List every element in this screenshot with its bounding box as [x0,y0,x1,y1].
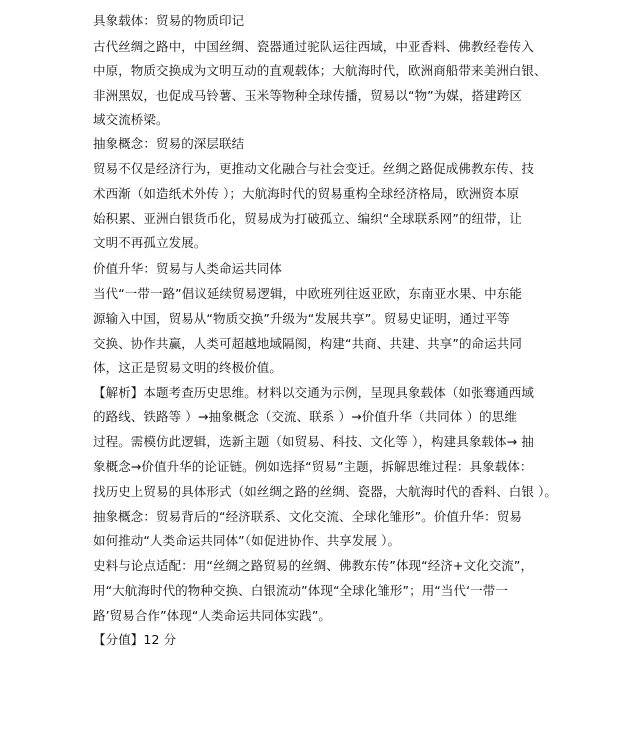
analysis-line: 象概念→价值升华的论证链。例如选择“贸易”主题，拆解思维过程：具象载体： [93,459,533,474]
paragraph-line: 域交流桥梁。 [93,112,169,127]
paragraph-line: 非洲黑奴，也促成马铃薯、玉米等物种全球传播，贸易以“物”为媒，搭建跨区 [93,88,522,103]
paragraph-line: 术西渐（如造纸术外传 ）；大航海时代的贸易重构全球经济格局，欧洲资本原 [93,186,520,201]
paragraph-line: 当代“一带一路”倡议延续贸易逻辑，中欧班列往返亚欧，东南亚水果、中东能 [93,286,522,301]
paragraph-line: 始积累、亚洲白银货币化，贸易成为打破孤立、编织“全球联系网”的纽带，让 [93,211,522,226]
paragraph-line: 交换、协作共赢，人类可超越地域隔阂，构建“共商、共建、共享”的命运共同 [93,336,522,351]
analysis-line: 找历史上贸易的具体形式（如丝绸之路的丝绸、瓷器，大航海时代的香料、白银 ）。 [93,484,558,499]
analysis-line: 【解析】本题考查历史思维。材料以交通为示例，呈现具象载体（如张骞通西域 [93,385,535,400]
paragraph-line: 体，这正是贸易文明的终极价值。 [93,360,283,375]
paragraph-line: 中原，物质交换成为文明互动的直观载体；大航海时代，欧洲商船带来美洲白银、 [93,63,547,78]
analysis-line: 史料与论点适配：用“丝绸之路贸易的丝绸、佛教东传”体现“经济+文化交流”， [93,558,534,573]
paragraph-line: 贸易不仅是经济行为，更推动文化融合与社会变迁。丝绸之路促成佛教东传、技 [93,161,535,176]
paragraph-line: 文明不再孤立发展。 [93,235,207,250]
score-line: 【分值】12 分 [93,632,177,647]
analysis-line: 如何推动“人类命运共同体”（如促进协作、共享发展 ）。 [93,533,401,548]
analysis-line: 的路线、铁路等 ）→抽象概念（交流、联系 ）→价值升华（共同体 ）的思维 [93,409,517,424]
analysis-line: 过程。需模仿此逻辑，选新主题（如贸易、科技、文化等 ），构建具象载体→ 抽 [93,434,534,449]
section-heading-abstract: 抽象概念：贸易的深层联结 [93,136,245,151]
analysis-line: 路’贸易合作”体现“人类命运共同体实践”。 [93,608,332,623]
paragraph-line: 源输入中国，贸易从“物质交换”升级为“发展共享”。贸易史证明，通过平等 [93,311,510,326]
analysis-line: 抽象概念：贸易背后的“经济联系、文化交流、全球化雏形”。价值升华：贸易 [93,509,522,524]
section-heading-value: 价值升华：贸易与人类命运共同体 [93,261,283,276]
paragraph-line: 古代丝绸之路中，中国丝绸、瓷器通过驼队运往西域，中亚香料、佛教经卷传入 [93,39,535,54]
analysis-line: 用“大航海时代的物种交换、白银流动”体现“全球化雏形”；用“当代‘一带一 [93,583,508,598]
section-heading-concrete: 具象载体：贸易的物质印记 [93,13,245,28]
